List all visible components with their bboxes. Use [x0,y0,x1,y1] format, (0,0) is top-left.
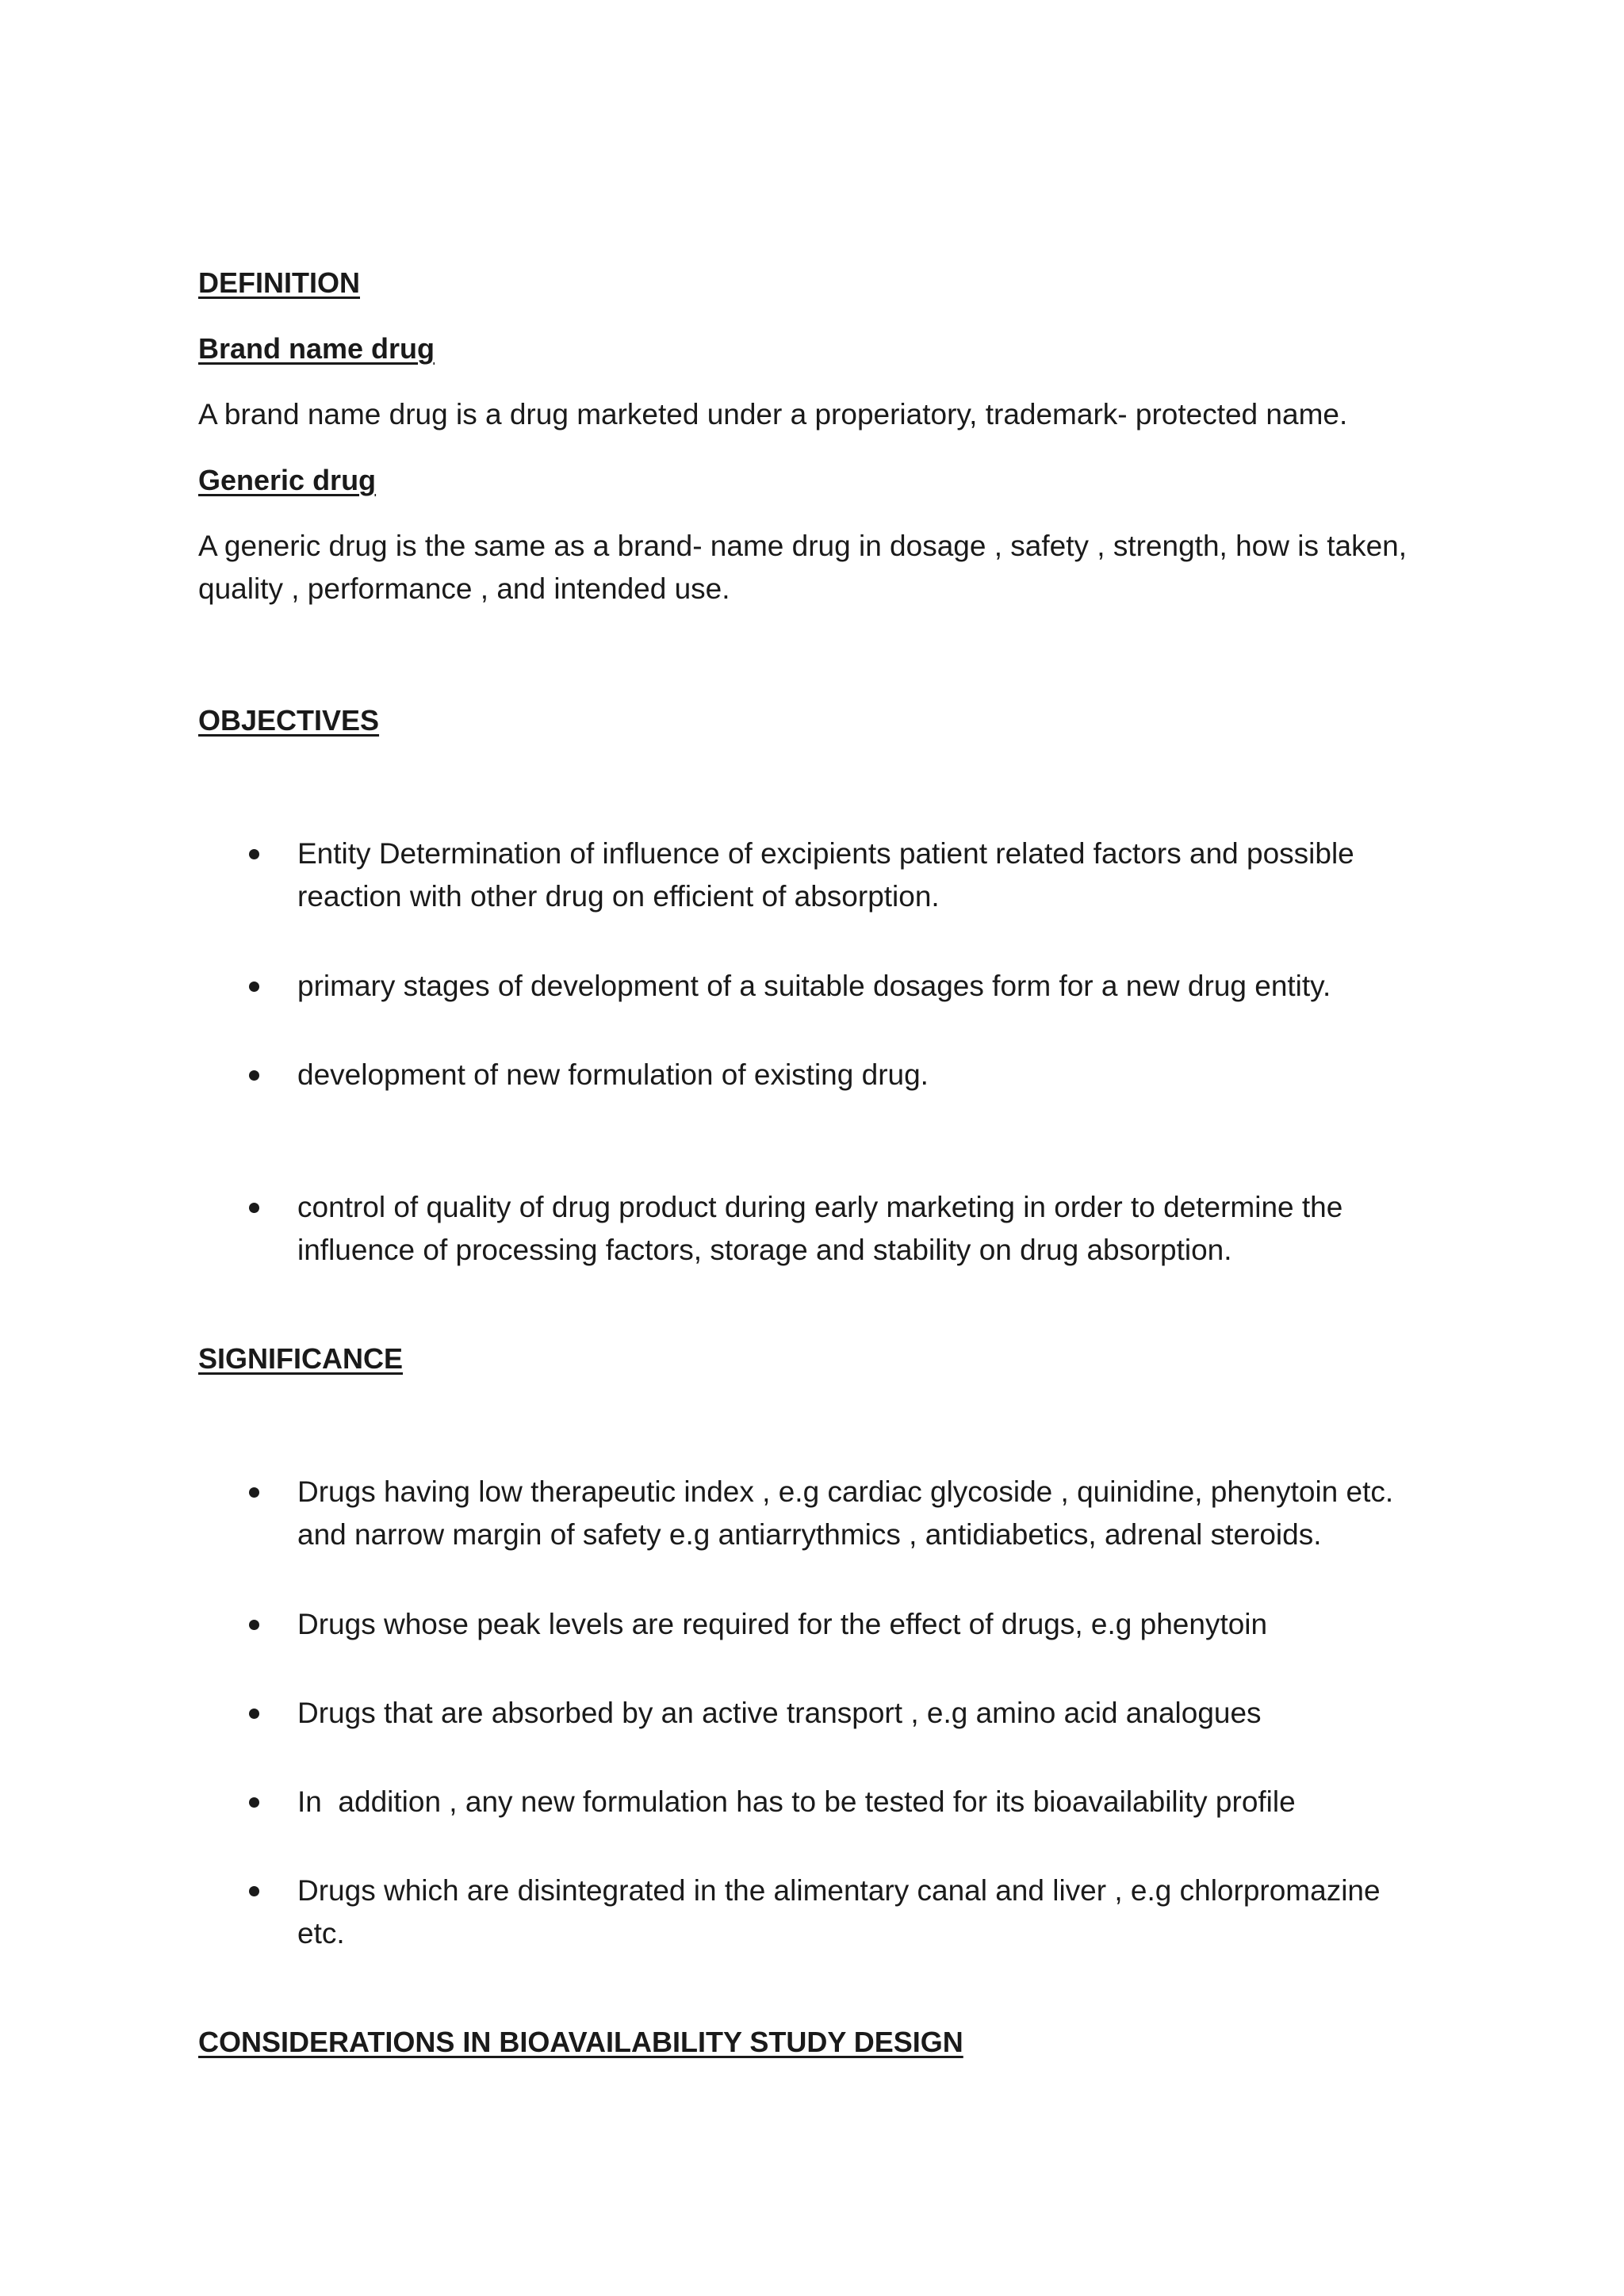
bullet-icon [249,1709,259,1719]
bullet-icon [249,982,259,992]
objective-2-line-1: primary stages of development of a suitable dosages form for a new drug entity. [297,970,1331,1002]
bullet-icon [249,1797,259,1808]
objective-4-line-2: influence of processing factors, storage and stability on drug absorption. [297,1234,1232,1266]
considerations-heading: CONSIDERATIONS IN BIOAVAILABILITY STUDY DESIGN [198,2026,963,2058]
objectives-heading: OBJECTIVES [198,704,380,737]
generic-drug-text-line-2: quality , performance , and intended use. [198,572,730,605]
brand-name-drug-text: A brand name drug is a drug marketed under a properiatory, trademark- protected name. [198,398,1348,430]
bullet-icon [249,1886,259,1896]
objective-1-line-1: Entity Determination of influence of excipients patient related factors and possible [297,837,1354,870]
significance-1-line-2: and narrow margin of safety e.g antiarrythmics , antidiabetics, adrenal steroids. [297,1518,1322,1551]
objective-4-line-1: control of quality of drug product during early marketing in order to determine the [297,1191,1343,1223]
brand-name-drug-heading: Brand name drug [198,332,435,365]
significance-3-line-1: Drugs that are absorbed by an active transport , e.g amino acid analogues [297,1697,1262,1729]
generic-drug-text-line-1: A generic drug is the same as a brand- name drug in dosage , safety , strength, how is taken, [198,530,1408,562]
significance-4-line-1: In addition , any new formulation has to be tested for its bioavailability profile [297,1785,1296,1818]
definition-heading: DEFINITION [198,266,360,299]
objective-1-line-2: reaction with other drug on efficient of absorption. [297,880,940,913]
bullet-icon [249,1487,259,1498]
bullet-icon [249,849,259,859]
significance-5-line-2: etc. [297,1917,345,1950]
objective-3-line-1: development of new formulation of existing drug. [297,1058,929,1091]
significance-1-line-1: Drugs having low therapeutic index , e.g cardiac glycoside , quinidine, phenytoin etc. [297,1475,1394,1508]
bullet-icon [249,1620,259,1630]
bullet-icon [249,1203,259,1213]
bullet-icon [249,1070,259,1081]
significance-heading: SIGNIFICANCE [198,1342,404,1375]
generic-drug-heading: Generic drug [198,464,377,496]
significance-2-line-1: Drugs whose peak levels are required for the effect of drugs, e.g phenytoin [297,1608,1268,1640]
significance-5-line-1: Drugs which are disintegrated in the alimentary canal and liver , e.g chlorpromazine [297,1874,1381,1907]
